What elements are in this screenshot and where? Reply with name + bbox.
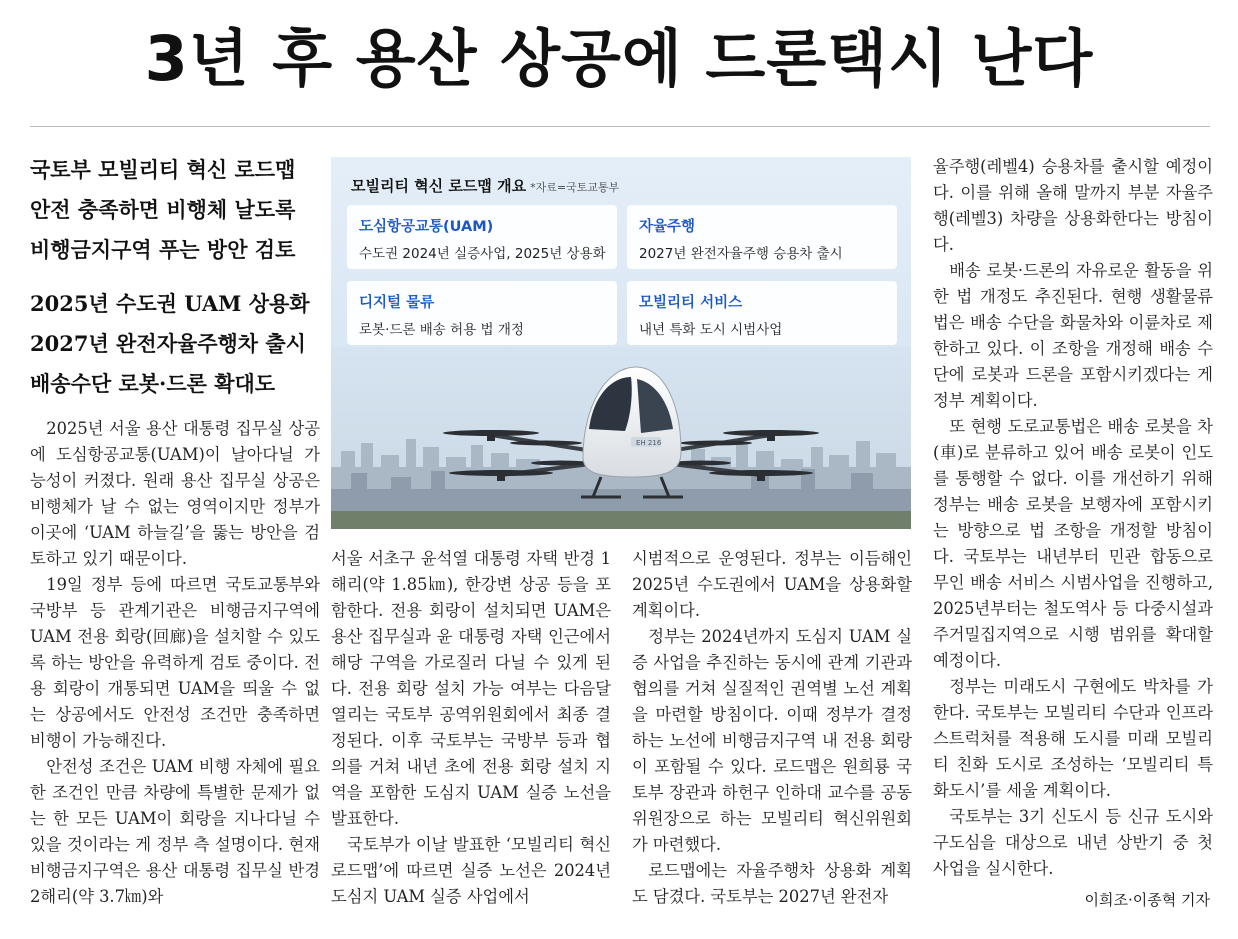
- article-column-4: [933, 154, 1213, 882]
- card-desc: 내년 특화 도시 시범사업: [639, 322, 783, 338]
- card-desc: 2027년 완전자율주행 승용차 출시: [639, 246, 843, 262]
- card-autonomous: [627, 205, 897, 269]
- byline: 이희조·이종혁 기자: [1084, 891, 1210, 909]
- paragraph: 19일 정부 등에 따르면 국토교통부와 국방부 등 관계기관은 비행금지구역에 UAM 전용 회랑(回廊)을 설치할 수 있도록 하는 방안을 유력하게 검토 중이다. 전용 회랑이 개통되면 UAM을 띄울 수 없는 상공에서도 안전성 조건만 충족하면 비행이 가능해진다.: [30, 575, 320, 750]
- headline-rule: [30, 126, 1210, 127]
- subhead-line: 비행금지구역 푸는 방안 검토: [30, 238, 296, 262]
- card-title: 도심항공교통(UAM): [359, 219, 494, 235]
- subhead-line: 2027년 완전자율주행차 출시: [30, 331, 306, 356]
- paragraph: 안전성 조건은 UAM 비행 자체에 필요한 조건인 만큼 차량에 특별한 문제가 없는 한 모든 UAM이 회랑을 지나다닐 수 있을 것이라는 게 정부 측 설명이다. 현재 비행금지구역은 용산 대통령 집무실 반경 2해리(약 3.7㎞)와: [30, 757, 320, 906]
- card-desc: 로봇·드론 배송 허용 법 개정: [359, 322, 524, 338]
- drone-label: EH 216: [636, 439, 662, 447]
- paragraph: 또 현행 도로교통법은 배송 로봇을 차(車)로 분류하고 있어 배송 로봇이 인도를 통행할 수 없다. 이를 개선하기 위해 정부는 배송 로봇을 보행자에 포함시키는 방향으로 법 조항을 개정할 방침이다. 국토부는 내년부터 민관 합동으로 무인 배송 서비스 시범사업을 진행하고, 2025년부터는 철도역사 등 다중시설과 주거밀집지역으로 시행 범위를 확대할 예정이다.: [933, 417, 1213, 670]
- subhead-line: 배송수단 로봇·드론 확대도: [30, 371, 276, 396]
- card-title: 자율주행: [639, 219, 696, 235]
- infographic-title-text: 모빌리티 혁신 로드맵 개요: [351, 177, 527, 195]
- subhead-line: 안전 충족하면 비행체 날도록: [30, 198, 296, 222]
- paragraph: 국토부가 이날 발표한 ‘모빌리티 혁신 로드맵’에 따르면 실증 노선은 2024년 도심지 UAM 실증 사업에서: [331, 835, 611, 906]
- card-mobility-service: [627, 281, 897, 345]
- paragraph: 시범적으로 운영된다. 정부는 이듬해인 2025년 수도권에서 UAM을 상용화할 계획이다.: [632, 549, 912, 620]
- headline: 3년 후 용산 상공에 드론택시 난다: [144, 22, 1094, 95]
- paragraph: 배송 로봇·드론의 자유로운 활동을 위한 법 개정도 추진된다. 현행 생활물류법은 배송 수단을 화물차와 이륜차로 제한하고 있다. 이 조항을 개정해 배송 수단에 로봇과 드론을 포함시키겠다는 게 정부 계획이다.: [933, 261, 1213, 410]
- infographic-title: [351, 175, 619, 196]
- paragraph: 로드맵에는 자율주행차 상용화 계획도 담겼다. 국토부는 2027년 완전자: [632, 861, 912, 906]
- subhead-group-1: [30, 150, 320, 270]
- subhead-line: 2025년 수도권 UAM 상용화: [30, 291, 310, 316]
- article-column-3: [632, 546, 912, 910]
- subhead-line: 국토부 모빌리티 혁신 로드맵: [30, 158, 296, 182]
- card-uam: [347, 205, 617, 269]
- paragraph: 국토부는 3기 신도시 등 신규 도시와 구도심을 대상으로 내년 상반기 중 첫 사업을 실시한다.: [933, 807, 1213, 878]
- article-column-1: [30, 416, 320, 910]
- card-digital-logistics: [347, 281, 617, 345]
- paragraph: 2025년 서울 용산 대통령 집무실 상공에 도심항공교통(UAM)이 날아다닐 가능성이 커졌다. 원래 용산 집무실 상공은 비행체가 날 수 없는 영역이지만 정부가 이곳에 ‘UAM 하늘길’을 뚫는 방안을 검토하고 있기 때문이다.: [30, 419, 320, 568]
- card-title: 디지털 물류: [359, 295, 435, 311]
- subheads: [30, 150, 320, 404]
- paragraph: 서울 서초구 윤석열 대통령 자택 반경 1해리(약 1.85㎞), 한강변 상공 등을 포함한다. 전용 회랑이 설치되면 UAM은 용산 집무실과 윤 대통령 자택 인근에서 해당 구역을 가로질러 다닐 수 있게 된다. 전용 회랑 설치 가능 여부는 다음달 열리는 국토부 공역위원회에서 최종 결정된다. 이후 국토부는 국방부 등과 협의를 거쳐 내년 초에 전용 회랑 설치 지역을 포함한 도심지 UAM 실증 노선을 발표한다.: [331, 549, 611, 828]
- card-title: 모빌리티 서비스: [639, 295, 743, 311]
- paragraph: 정부는 미래도시 구현에도 박차를 가한다. 국토부는 모빌리티 수단과 인프라스트럭처를 적용해 도시를 미래 모빌리티 친화 도시로 조성하는 ‘모빌리티 특화도시’를 세울 계획이다.: [933, 677, 1213, 800]
- subhead-group-2: [30, 284, 320, 404]
- article-column-2: [331, 546, 611, 910]
- card-desc: 수도권 2024년 실증사업, 2025년 상용화: [359, 246, 606, 262]
- infographic-source: *자료=국토교통부: [530, 181, 620, 194]
- paragraph: 율주행(레벨4) 승용차를 출시할 예정이다. 이를 위해 올해 말까지 부분 자율주행(레벨3) 차량을 상용화한다는 방침이다.: [933, 157, 1213, 254]
- roadmap-infographic: [331, 157, 911, 529]
- drone-taxi-photo: [331, 347, 911, 529]
- paragraph: 정부는 2024년까지 도심지 UAM 실증 사업을 추진하는 동시에 관계 기관과 협의를 거쳐 실질적인 권역별 노선 계획을 마련할 방침이다. 이때 정부가 결정하는 노선에 비행금지구역 내 전용 회랑이 포함될 수 있다. 로드맵은 원희룡 국토부 장관과 하헌구 인하대 교수를 공동위원장으로 하는 모빌리티 혁신위원회가 마련했다.: [632, 627, 912, 854]
